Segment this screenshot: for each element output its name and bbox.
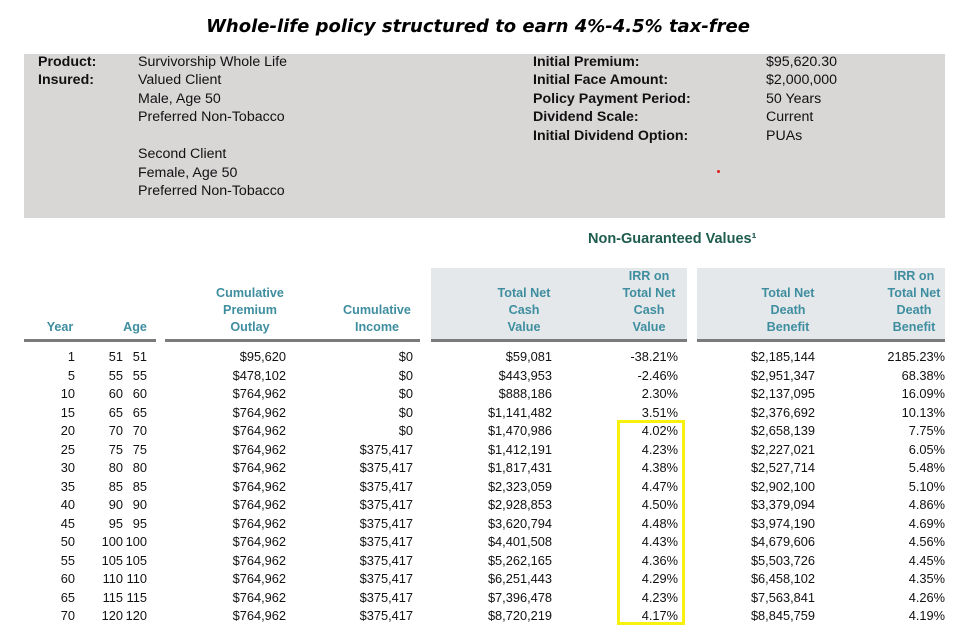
- cum-premium-cell: $95,620: [239, 349, 286, 364]
- age-insured-cell: 55: [108, 367, 123, 383]
- irr-cash-cell: 4.47%: [641, 478, 678, 494]
- header-line: Cash: [508, 303, 540, 317]
- initial-premium-value: $95,620.30: [766, 54, 838, 70]
- age-second-cell: 80: [132, 460, 147, 475]
- irr-death-cell: 4.86%: [908, 497, 945, 512]
- cash-value-cell: $4,401,508: [487, 534, 552, 549]
- death-benefit-cell: $2,951,347: [750, 367, 815, 383]
- table-row: [24, 459, 945, 478]
- age-insured-cell: 120: [101, 608, 123, 623]
- irr-death-cell: 6.05%: [908, 441, 945, 457]
- age-insured-cell: 100: [101, 534, 123, 549]
- cum-premium-cell: $764,962: [232, 608, 286, 623]
- cum-income-cell: $0: [398, 349, 413, 364]
- cash-value-cell: $1,817,431: [487, 460, 552, 475]
- header-rule: [24, 339, 156, 342]
- header-line: IRR on: [628, 269, 670, 283]
- cash-value-cell: $1,141,482: [487, 404, 552, 420]
- irr-cash-cell: 4.23%: [641, 589, 678, 605]
- payment-period-label: Policy Payment Period:: [533, 90, 691, 107]
- irr-cash-cell: 4.36%: [641, 552, 678, 568]
- table-row: [24, 496, 945, 515]
- cum-premium-cell: $478,102: [232, 367, 286, 383]
- irr-highlight-box: [617, 420, 685, 625]
- cum-income-cell: $0: [398, 386, 413, 401]
- irr-cash-cell: 4.38%: [641, 460, 678, 475]
- age-insured-cell: 110: [102, 571, 123, 586]
- dividend-option-label: Initial Dividend Option:: [533, 127, 689, 144]
- year-cell: 40: [60, 497, 75, 512]
- irr-death-cell: 10.13%: [901, 404, 945, 420]
- header-line: Cumulative: [343, 303, 411, 317]
- irr-cash-cell: 4.02%: [641, 423, 678, 438]
- cum-premium-cell: $764,962: [232, 589, 286, 605]
- cash-value-cell: $3,620,794: [487, 515, 552, 531]
- header-line: Value: [507, 320, 541, 334]
- irr-death-cell: 4.35%: [908, 571, 945, 586]
- cum-income-cell: $0: [398, 404, 413, 420]
- cum-premium-cell: $764,962: [232, 497, 286, 512]
- table-row: [24, 515, 945, 534]
- cum-income-cell: $375,417: [359, 460, 413, 475]
- age-insured-cell: 85: [108, 478, 123, 494]
- year-cell: 1: [67, 349, 75, 364]
- header-line: Cumulative: [216, 286, 284, 300]
- header-line: Benefit: [892, 320, 936, 334]
- irr-death-cell: 5.48%: [908, 460, 945, 475]
- age-second-cell: 55: [132, 367, 147, 383]
- header-rule: [697, 339, 945, 342]
- col-header-age: Age: [123, 320, 147, 334]
- age-insured-cell: 105: [101, 552, 123, 568]
- cum-income-cell: $0: [398, 423, 413, 438]
- col-header-cum-income: [327, 302, 427, 336]
- age-insured-cell: 65: [108, 404, 123, 420]
- death-benefit-cell: $6,458,102: [750, 571, 815, 586]
- cash-value-cell: $2,928,853: [487, 497, 552, 512]
- table-row: [24, 478, 945, 497]
- table-row: [24, 607, 945, 626]
- year-cell: 10: [60, 386, 75, 401]
- age-second-cell: 115: [126, 589, 147, 605]
- cum-premium-cell: $764,962: [232, 534, 286, 549]
- age-insured-cell: 60: [108, 386, 123, 401]
- irr-cash-cell: 4.23%: [641, 441, 678, 457]
- cash-value-cell: $443,953: [498, 367, 552, 383]
- table-row: [24, 422, 945, 441]
- cash-value-cell: $5,262,165: [487, 552, 552, 568]
- cum-premium-cell: $764,962: [232, 515, 286, 531]
- cash-value-cell: $8,720,219: [487, 608, 552, 623]
- year-cell: 60: [60, 571, 75, 586]
- irr-cash-cell: 4.17%: [641, 608, 678, 623]
- death-benefit-cell: $5,503,726: [750, 552, 815, 568]
- age-second-cell: 75: [132, 441, 147, 457]
- irr-death-cell: 4.56%: [908, 534, 945, 549]
- cash-value-cell: $7,396,478: [487, 589, 552, 605]
- age-insured-cell: 70: [108, 423, 123, 438]
- death-benefit-cell: $3,974,190: [750, 515, 815, 531]
- age-insured-cell: 80: [108, 460, 123, 475]
- table-row: [24, 533, 945, 552]
- col-header-irr-death: [872, 268, 956, 336]
- cum-premium-cell: $764,962: [232, 404, 286, 420]
- death-benefit-cell: $7,563,841: [750, 589, 815, 605]
- age-insured-cell: 95: [108, 515, 123, 531]
- header-line: Benefit: [766, 320, 810, 334]
- irr-death-cell: 7.75%: [908, 423, 945, 438]
- header-line: Total Net: [622, 286, 676, 300]
- cash-value-cell: $2,323,059: [487, 478, 552, 494]
- age-second-cell: 120: [125, 608, 147, 623]
- irr-death-cell: 4.69%: [908, 515, 945, 531]
- irr-death-cell: 68.38%: [901, 367, 945, 383]
- cum-premium-cell: $764,962: [232, 571, 286, 586]
- policy-info-panel: [24, 54, 945, 218]
- initial-face-amount-label: Initial Face Amount:: [533, 72, 669, 88]
- death-benefit-cell: $4,679,606: [750, 534, 815, 549]
- irr-cash-cell: 4.48%: [641, 515, 678, 531]
- cash-value-cell: $59,081: [505, 349, 552, 364]
- table-row: [24, 348, 945, 367]
- irr-cash-cell: 3.51%: [641, 404, 678, 420]
- insured-line: Preferred Non-Tobacco: [138, 109, 285, 125]
- insured-line: Male, Age 50: [138, 90, 221, 107]
- col-header-cum-premium: [190, 285, 310, 336]
- page-title: Whole-life policy structured to earn 4%-4.5% tax-free: [206, 16, 750, 37]
- header-line: IRR on: [893, 269, 935, 283]
- payment-period-value: 50 Years: [766, 90, 822, 107]
- age-second-cell: 100: [125, 534, 147, 549]
- header-line: Income: [354, 320, 400, 334]
- cash-value-cell: $1,412,191: [487, 441, 552, 457]
- cum-premium-cell: $764,962: [232, 441, 286, 457]
- year-cell: 65: [60, 589, 75, 605]
- header-rule: [431, 339, 687, 342]
- age-insured-cell: 115: [102, 589, 123, 605]
- cash-value-cell: $1,470,986: [487, 423, 552, 438]
- irr-cash-cell: 4.50%: [641, 497, 678, 512]
- cum-premium-cell: $764,962: [232, 423, 286, 438]
- death-benefit-cell: $3,379,094: [750, 497, 815, 512]
- year-cell: 20: [60, 423, 75, 438]
- dividend-option-value: PUAs: [766, 127, 803, 144]
- insured-line: Female, Age 50: [138, 164, 238, 181]
- insured-label: Insured:: [38, 72, 94, 88]
- product-value: Survivorship Whole Life: [138, 54, 288, 70]
- cum-income-cell: $0: [398, 367, 413, 383]
- age-second-cell: 95: [132, 515, 147, 531]
- irr-cash-cell: 4.43%: [641, 534, 678, 549]
- col-header-irr-cash: [606, 268, 692, 336]
- death-benefit-cell: $2,527,714: [750, 460, 815, 475]
- irr-cash-cell: -38.21%: [630, 349, 678, 364]
- header-rule: [165, 339, 420, 342]
- death-benefit-cell: $2,658,139: [750, 423, 815, 438]
- header-line: Death: [770, 303, 806, 317]
- year-cell: 25: [60, 441, 75, 457]
- dividend-scale-value: Current: [766, 109, 814, 125]
- insured-line: Preferred Non-Tobacco: [138, 183, 285, 199]
- col-header-death-benefit: [738, 285, 838, 336]
- dividend-scale-label: Dividend Scale:: [533, 109, 639, 125]
- irr-death-cell: 4.45%: [908, 552, 945, 568]
- cash-value-cell: $888,186: [498, 386, 552, 401]
- year-cell: 30: [60, 460, 75, 475]
- irr-death-cell: 2185.23%: [887, 349, 945, 364]
- death-benefit-cell: $2,137,095: [750, 386, 815, 401]
- red-marker-dot: [717, 170, 720, 173]
- header-line: Total Net: [761, 286, 815, 300]
- cum-income-cell: $375,417: [359, 589, 413, 605]
- age-second-cell: 70: [132, 423, 147, 438]
- year-cell: 55: [60, 552, 75, 568]
- cum-income-cell: $375,417: [359, 534, 413, 549]
- cum-income-cell: $375,417: [359, 571, 413, 586]
- header-line: Premium: [223, 303, 277, 317]
- death-benefit-cell: $2,902,100: [750, 478, 815, 494]
- age-insured-cell: 75: [108, 441, 123, 457]
- table-row: [24, 552, 945, 571]
- age-insured-cell: 51: [108, 349, 123, 364]
- insured-line: Second Client: [138, 146, 227, 162]
- year-cell: 50: [60, 534, 75, 549]
- cum-income-cell: $375,417: [359, 497, 413, 512]
- values-table: [24, 348, 945, 626]
- table-row: [24, 570, 945, 589]
- irr-cash-cell: -2.46%: [637, 367, 678, 383]
- table-row: [24, 367, 945, 386]
- age-second-cell: 65: [132, 404, 147, 420]
- col-header-year: Year: [46, 320, 74, 334]
- header-line: Total Net: [887, 286, 941, 300]
- year-cell: 70: [60, 608, 75, 623]
- product-label: Product:: [38, 54, 97, 70]
- year-cell: 5: [67, 367, 75, 383]
- cum-income-cell: $375,417: [359, 608, 413, 623]
- irr-cash-cell: 2.30%: [641, 386, 678, 401]
- age-second-cell: 60: [132, 386, 147, 401]
- age-second-cell: 85: [132, 478, 147, 494]
- year-cell: 15: [60, 404, 75, 420]
- table-row: [24, 589, 945, 608]
- age-insured-cell: 90: [108, 497, 123, 512]
- irr-cash-cell: 4.29%: [641, 571, 678, 586]
- death-benefit-cell: $2,227,021: [750, 441, 815, 457]
- cum-income-cell: $375,417: [359, 441, 413, 457]
- age-second-cell: 90: [132, 497, 147, 512]
- header-line: Cash: [633, 303, 665, 317]
- age-second-cell: 51: [132, 349, 147, 364]
- irr-death-cell: 5.10%: [908, 478, 945, 494]
- age-second-cell: 105: [125, 552, 147, 568]
- header-line: Outlay: [230, 320, 270, 334]
- cum-income-cell: $375,417: [359, 478, 413, 494]
- section-title: Non-Guaranteed Values¹: [588, 231, 757, 247]
- initial-face-amount-value: $2,000,000: [766, 72, 838, 88]
- cash-value-cell: $6,251,443: [487, 571, 552, 586]
- irr-death-cell: 4.19%: [908, 608, 945, 623]
- death-benefit-cell: $2,376,692: [750, 404, 815, 420]
- cum-premium-cell: $764,962: [232, 460, 286, 475]
- col-header-cash-value: [474, 285, 574, 336]
- cum-premium-cell: $764,962: [232, 478, 286, 494]
- death-benefit-cell: $8,845,759: [750, 608, 815, 623]
- cum-premium-cell: $764,962: [232, 386, 286, 401]
- cum-income-cell: $375,417: [359, 552, 413, 568]
- header-line: Value: [632, 320, 666, 334]
- table-row: [24, 385, 945, 404]
- header-line: Total Net: [497, 286, 551, 300]
- header-line: Death: [896, 303, 932, 317]
- year-cell: 45: [60, 515, 75, 531]
- cum-income-cell: $375,417: [359, 515, 413, 531]
- year-cell: 35: [60, 478, 75, 494]
- cum-premium-cell: $764,962: [232, 552, 286, 568]
- death-benefit-cell: $2,185,144: [750, 349, 815, 364]
- initial-premium-label: Initial Premium:: [533, 54, 640, 70]
- insured-line: Valued Client: [138, 72, 222, 88]
- table-row: [24, 441, 945, 460]
- irr-death-cell: 4.26%: [908, 589, 945, 605]
- age-second-cell: 110: [126, 571, 147, 586]
- irr-death-cell: 16.09%: [901, 386, 945, 401]
- table-row: [24, 404, 945, 423]
